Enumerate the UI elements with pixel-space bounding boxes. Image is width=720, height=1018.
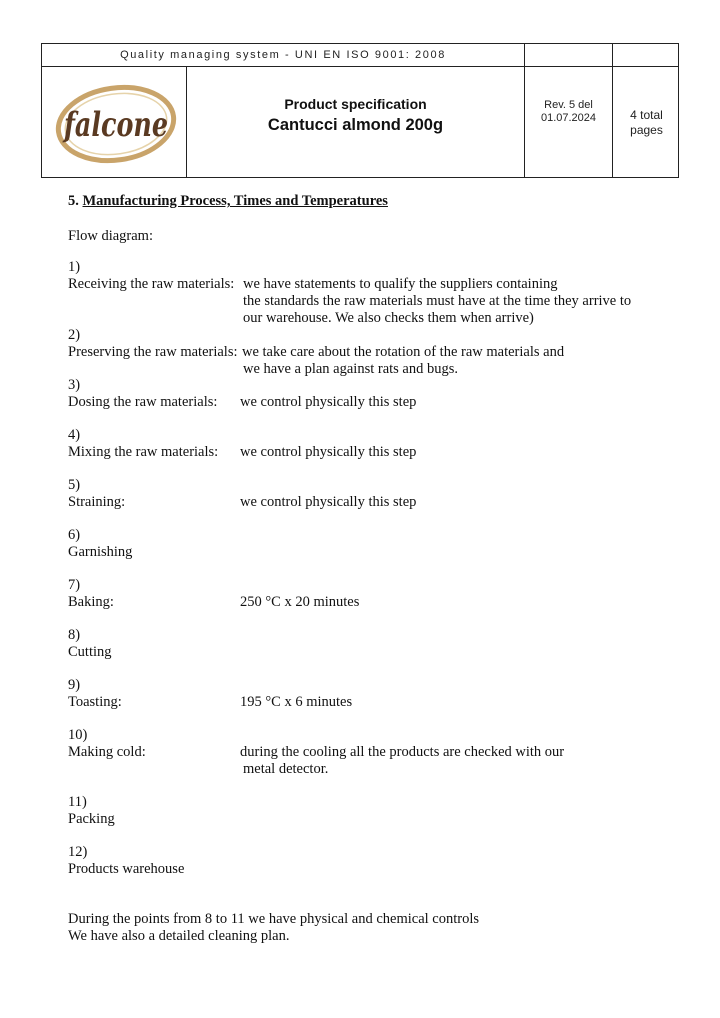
section-heading xyxy=(68,193,388,210)
step-number: 6) xyxy=(68,527,81,543)
step-name: Mixing the raw materials: xyxy=(68,444,219,460)
step-name: Toasting: xyxy=(68,694,122,710)
document-header xyxy=(41,43,679,178)
step-description: we have statements to qualify the suppliers containing xyxy=(243,276,558,292)
step-name: Baking: xyxy=(68,594,114,610)
step-name: Cutting xyxy=(68,644,112,660)
step-name: Straining: xyxy=(68,494,126,510)
step-name: Dosing the raw materials: xyxy=(68,394,218,410)
page-count-value: 4 total xyxy=(630,108,663,122)
step-name: Garnishing xyxy=(68,544,133,560)
step-number: 4) xyxy=(68,427,81,443)
step-name: Making cold: xyxy=(68,744,146,760)
section-number: 5. xyxy=(68,193,79,209)
step-number: 5) xyxy=(68,477,81,493)
step-description: the standards the raw materials must have at the time they arrive to xyxy=(243,293,632,309)
step-description: our warehouse. We also checks them when arrive) xyxy=(243,310,534,326)
logo-wordmark: falcone xyxy=(62,105,168,145)
step-number: 7) xyxy=(68,577,81,593)
page-count-unit: pages xyxy=(630,123,663,137)
step-description: we have a plan against rats and bugs. xyxy=(243,361,459,377)
falcone-logo xyxy=(50,74,178,170)
product-name: Cantucci almond 200g xyxy=(267,116,444,134)
step-description: 195 °C x 6 minutes xyxy=(240,694,353,710)
step-description: metal detector. xyxy=(243,761,329,777)
step-name: Receiving the raw materials: xyxy=(68,276,235,292)
revision-date: 01.07.2024 xyxy=(540,112,597,124)
step-number: 2) xyxy=(68,327,81,343)
step-description: we control physically this step xyxy=(240,494,417,510)
step-description: we control physically this step xyxy=(240,394,417,410)
step-number: 12) xyxy=(68,844,88,860)
step-description: we control physically this step xyxy=(240,444,417,460)
footer-note: We have also a detailed cleaning plan. xyxy=(68,928,290,944)
flow-label: Flow diagram: xyxy=(68,228,153,244)
section-title: Manufacturing Process, Times and Temperatures xyxy=(82,193,388,209)
step-number: 10) xyxy=(68,727,88,743)
step-description: during the cooling all the products are checked with our xyxy=(240,744,565,760)
step-description: we take care about the rotation of the raw materials and xyxy=(242,344,565,360)
spec-title-block xyxy=(187,66,524,178)
footer-note: During the points from 8 to 11 we have physical and chemical controls xyxy=(68,911,479,927)
step-name: Preserving the raw materials: xyxy=(68,344,238,360)
step-description: 250 °C x 20 minutes xyxy=(240,594,360,610)
page-count xyxy=(613,108,680,138)
step-number: 3) xyxy=(68,377,81,393)
revision-number: Rev. 5 del xyxy=(544,99,593,111)
step-number: 9) xyxy=(68,677,81,693)
step-number: 11) xyxy=(68,794,87,810)
step-number: 1) xyxy=(68,259,81,275)
quality-system-label: Quality managing system - UNI EN ISO 9001: 2008 xyxy=(120,49,446,61)
step-number: 8) xyxy=(68,627,81,643)
doc-type: Product specification xyxy=(284,96,427,112)
step-name: Packing xyxy=(68,811,115,827)
revision-info xyxy=(525,99,612,125)
step-name: Products warehouse xyxy=(68,861,185,877)
